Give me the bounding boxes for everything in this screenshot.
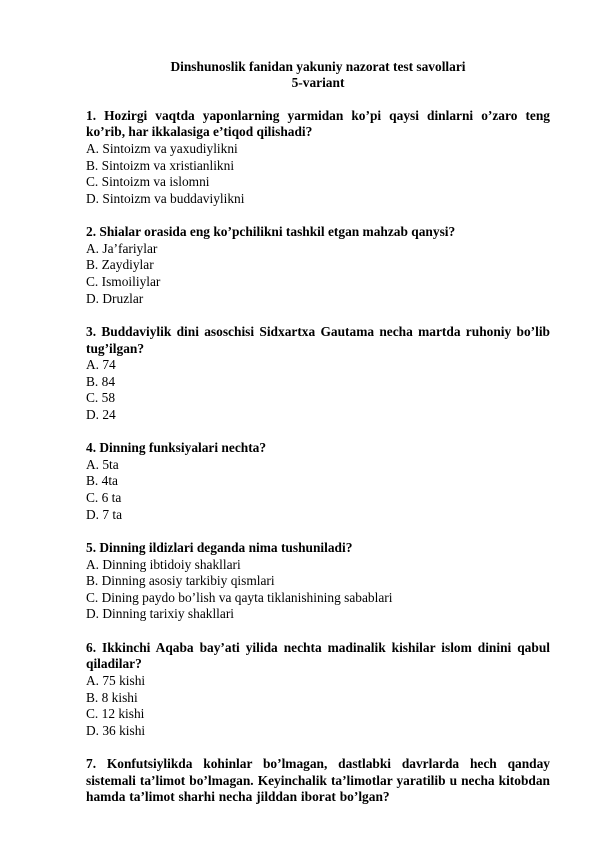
question-1 <box>86 108 550 208</box>
answer-option-a: A. 5ta <box>86 456 119 472</box>
answer-options <box>86 141 550 207</box>
answer-option-c: C. 12 kishi <box>86 706 145 722</box>
variant-label: 5-variant <box>291 75 345 90</box>
answer-option-b: B. Sintoizm va xristianlikni <box>86 157 235 173</box>
answer-option-a: A. 74 <box>86 357 116 373</box>
answer-options <box>86 557 550 623</box>
question-text: 5. Dinning ildizlari deganda nima tushuniladi? <box>86 540 353 556</box>
document-header <box>86 59 550 91</box>
question-text: 7. Konfutsiylikda kohinlar bo’lmagan, dastlabki davrlarda hech qanday sistemali ta’limot bo’lmagan. Keyinchalik ta’limotlar yaratilib u necha kitobdan hamda ta’limot sharhi necha jilddan iborat bo’lgan? <box>86 756 550 805</box>
answer-option-d: D. 24 <box>86 406 116 422</box>
question-text: 3. Buddaviylik dini asoschisi Sidxartxa Gautama necha martda ruhoniy bo’lib tug’ilgan? <box>86 323 550 356</box>
answer-option-a: A. Ja’fariylar <box>86 240 158 256</box>
answer-option-a: A. 75 kishi <box>86 673 146 688</box>
answer-option-c: C. 6 ta <box>86 490 122 506</box>
answer-option-d: D. Dinning tarixiy shakllari <box>86 606 235 622</box>
answer-option-d: D. Druzlar <box>86 290 144 306</box>
question-5 <box>86 540 550 623</box>
question-text: 2. Shialar orasida eng ko’pchilikni tashkil etgan mahzab qanysi? <box>86 224 456 240</box>
question-4 <box>86 440 550 523</box>
answer-option-b: B. Zaydiylar <box>86 257 154 273</box>
question-text: 6. Ikkinchi Aqaba bay’ati yilida nechta madinalik kishilar islom dinini qabul qiladilar? <box>86 639 550 672</box>
answer-option-a: A. Sintoizm va yaxudiylikni <box>86 140 238 156</box>
question-text: 4. Dinning funksiyalari nechta? <box>86 440 267 456</box>
answer-option-c: C. Dining paydo bo’lish va qayta tiklanishining sabablari <box>86 589 393 605</box>
answer-option-d: D. 36 kishi <box>86 722 146 738</box>
answer-options <box>86 457 550 523</box>
question-text: 1. Hozirgi vaqtda yaponlarning yarmidan ko’pi qaysi dinlarni o’zaro teng ko’rib, har ikkalasiga e’tiqod qilishadi? <box>86 107 550 140</box>
answer-options <box>86 673 550 739</box>
question-3 <box>86 324 550 424</box>
answer-options <box>86 241 550 307</box>
answer-option-b: B. 4ta <box>86 473 118 489</box>
answer-option-b: B. 8 kishi <box>86 689 138 705</box>
answer-option-a: A. Dinning ibtidoiy shakllari <box>86 556 241 572</box>
question-6 <box>86 640 550 740</box>
question-2 <box>86 224 550 307</box>
page-title: Dinshunoslik fanidan yakuniy nazorat test savollari <box>170 59 466 74</box>
answer-option-b: B. 84 <box>86 373 116 389</box>
document-content <box>86 59 550 806</box>
question-7 <box>86 756 550 806</box>
answer-options <box>86 357 550 423</box>
answer-option-c: C. Sintoizm va islomni <box>86 174 210 190</box>
answer-option-d: D. 7 ta <box>86 506 123 522</box>
answer-option-d: D. Sintoizm va buddaviylikni <box>86 190 245 206</box>
answer-option-c: C. 58 <box>86 390 116 406</box>
answer-option-c: C. Ismoiliylar <box>86 273 161 289</box>
answer-option-b: B. Dinning asosiy tarkibiy qismlari <box>86 573 275 589</box>
